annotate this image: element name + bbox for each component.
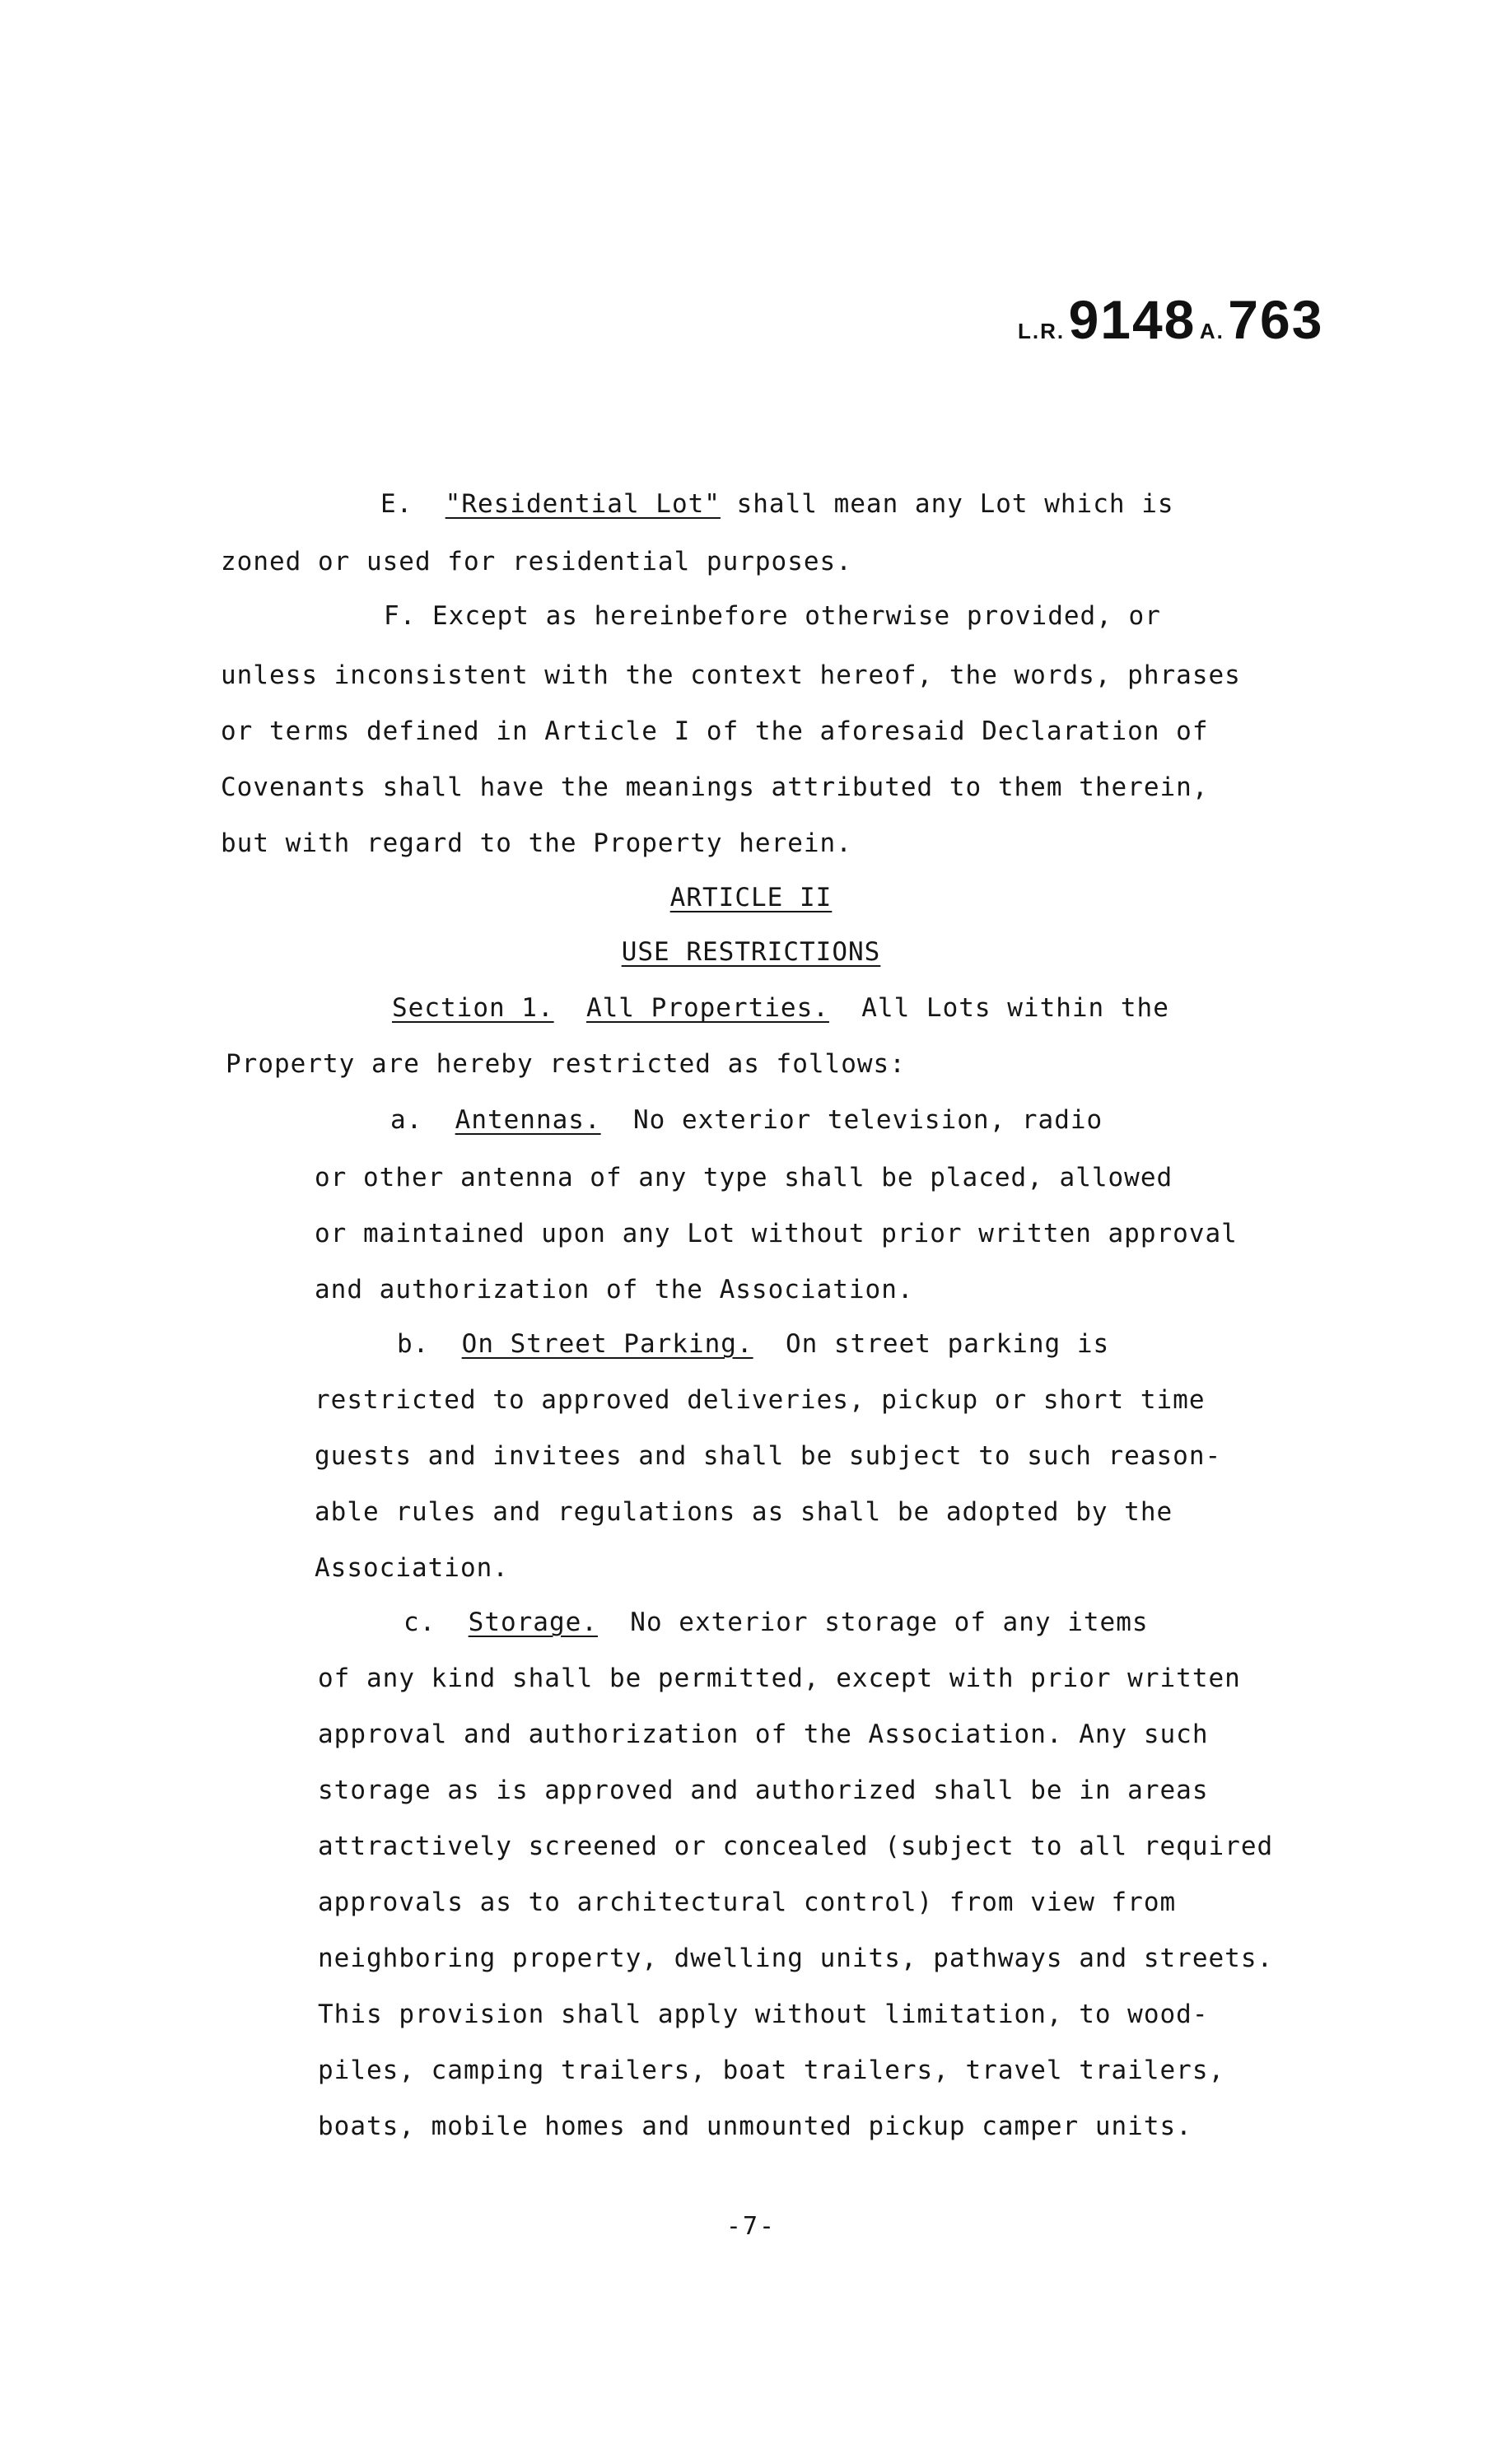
item-a-line-3: or maintained upon any Lot without prior written approval: [315, 1219, 1238, 1248]
item-a-line-4: and authorization of the Association.: [315, 1275, 914, 1304]
item-b-letter: b.: [397, 1329, 430, 1359]
recording-stamp: [1018, 288, 1323, 351]
stamp-page-number: 763: [1228, 289, 1324, 350]
item-c-line-2: of any kind shall be permitted, except with prior written: [318, 1664, 1241, 1693]
para-f-line-2: unless inconsistent with the context hereof, the words, phrases: [221, 660, 1241, 690]
para-f-line-4: Covenants shall have the meanings attributed to them therein,: [221, 772, 1209, 802]
para-f-line-1: F. Except as hereinbefore otherwise provided, or: [384, 601, 1161, 631]
item-b-title: On Street Parking.: [461, 1329, 753, 1359]
section-1-line-2: Property are hereby restricted as follows:: [226, 1049, 906, 1079]
stamp-page-prefix: A.: [1199, 319, 1224, 343]
stamp-book-number: 9148: [1068, 289, 1196, 350]
item-c-line-4: storage as is approved and authorized shall be in areas: [318, 1776, 1209, 1805]
item-b-line-1: [397, 1328, 1109, 1360]
article-heading-text: ARTICLE II: [669, 883, 833, 912]
item-c-line-3: approval and authorization of the Association. Any such: [318, 1720, 1209, 1749]
section-1-label: Section 1.: [392, 993, 554, 1023]
para-e-letter: E.: [380, 489, 413, 519]
article-subheading-text: USE RESTRICTIONS: [621, 937, 881, 967]
item-b-line-1-text: On street parking is: [785, 1329, 1110, 1359]
article-heading: [0, 881, 1502, 914]
item-c-line-8: This provision shall apply without limitation, to wood-: [318, 2000, 1209, 2029]
item-a-line-1-text: No exterior television, radio: [632, 1105, 1103, 1135]
stamp-prefix: L.R.: [1018, 319, 1066, 343]
item-b-line-5: Association.: [315, 1553, 509, 1583]
para-e-line-1-text: shall mean any Lot which is: [736, 489, 1174, 519]
item-c-line-1-text: No exterior storage of any items: [630, 1608, 1149, 1637]
article-subheading: [0, 936, 1502, 968]
item-b-line-4: able rules and regulations as shall be adopted by the: [315, 1497, 1173, 1527]
para-e-line-2: zoned or used for residential purposes.: [221, 547, 852, 576]
item-c-line-7: neighboring property, dwelling units, pathways and streets.: [318, 1944, 1274, 1973]
item-a-line-2: or other antenna of any type shall be placed, allowed: [315, 1163, 1173, 1192]
para-e-line-1: [380, 488, 1174, 520]
section-1-title: All Properties.: [585, 993, 829, 1023]
para-f-line-3: or terms defined in Article I of the aforesaid Declaration of: [221, 716, 1209, 746]
item-b-line-3: guests and invitees and shall be subject to such reason-: [315, 1441, 1222, 1471]
section-1-line-1-text: All Lots within the: [861, 993, 1169, 1023]
item-c-line-6: approvals as to architectural control) from view from: [318, 1888, 1177, 1917]
item-c-letter: c.: [403, 1608, 436, 1637]
item-c-line-10: boats, mobile homes and unmounted pickup camper units.: [318, 2112, 1192, 2141]
item-b-line-2: restricted to approved deliveries, pickup or short time: [315, 1385, 1206, 1415]
page-number: -7-: [725, 2212, 777, 2241]
item-a-title: Antennas.: [455, 1105, 601, 1135]
item-a-line-1: [390, 1104, 1103, 1136]
item-a-letter: a.: [390, 1105, 423, 1135]
item-c-line-9: piles, camping trailers, boat trailers, travel trailers,: [318, 2056, 1225, 2085]
section-1-line-1: [392, 992, 1169, 1024]
item-c-title: Storage.: [468, 1608, 598, 1637]
residential-lot-term: "Residential Lot": [445, 489, 721, 519]
para-f-line-5: but with regard to the Property herein.: [221, 828, 852, 858]
item-c-line-1: [403, 1606, 1149, 1639]
item-c-line-5: attractively screened or concealed (subject to all required: [318, 1832, 1274, 1861]
